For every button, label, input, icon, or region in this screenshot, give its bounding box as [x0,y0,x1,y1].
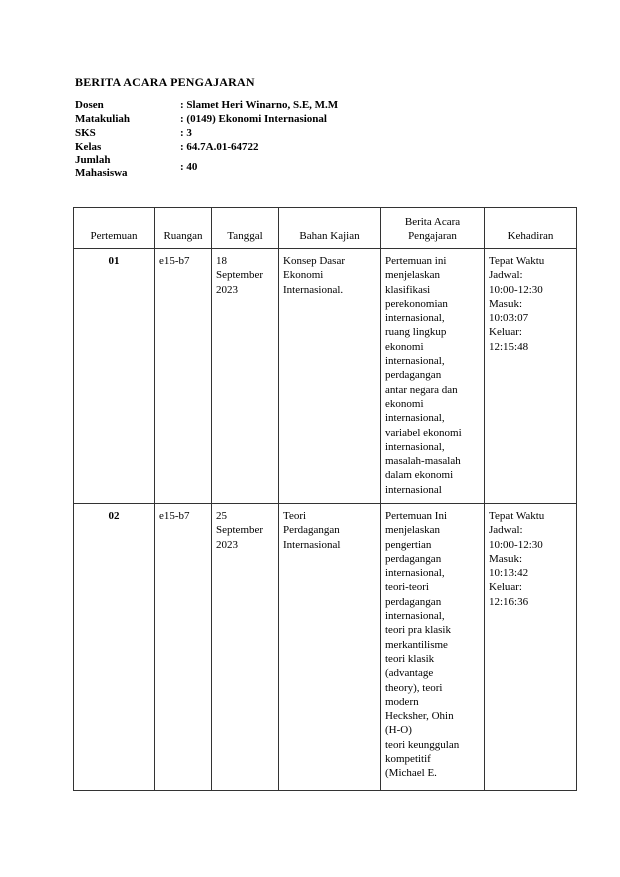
page-title: BERITA ACARA PENGAJARAN [75,75,255,89]
course-info [75,98,338,179]
table-row [74,504,577,791]
cell-tanggal: 18 September 2023 [212,249,279,504]
table-header-row [74,208,577,249]
cell-bahan-kajian: Teori Perdagangan Internasional [279,504,381,791]
matakuliah-value: : (0149) Ekonomi Internasional [180,113,327,125]
kelas-value: : 64.7A.01-64722 [180,141,259,153]
dosen-value: : Slamet Heri Winarno, S.E, M.M [180,99,339,111]
sks-label: SKS [75,127,96,139]
column-header-bahan-kajian: Bahan Kajian [279,208,381,249]
info-row-jumlah [75,154,338,179]
cell-kehadiran: Tepat Waktu Jadwal: 10:00-12:30 Masuk: 10:13:42 Keluar: 12:16:36 [485,504,577,791]
cell-pertemuan: 02 [74,504,155,791]
cell-ruangan: e15-b7 [155,249,212,504]
info-row-dosen [75,98,338,112]
column-header-berita-acara: Berita Acara Pengajaran [381,208,485,249]
table-row [74,249,577,504]
cell-bahan-kajian: Konsep Dasar Ekonomi Internasional. [279,249,381,504]
cell-tanggal: 25 September 2023 [212,504,279,791]
kelas-label: Kelas [75,141,102,153]
info-row-kelas [75,140,338,154]
teaching-log-table [73,207,577,791]
jumlah-mahasiswa-value: : 40 [180,161,198,173]
column-header-kehadiran: Kehadiran [485,208,577,249]
info-row-sks [75,126,338,140]
column-header-ruangan: Ruangan [155,208,212,249]
info-row-matakuliah [75,112,338,126]
cell-kehadiran: Tepat Waktu Jadwal: 10:00-12:30 Masuk: 10:03:07 Keluar: 12:15:48 [485,249,577,504]
matakuliah-label: Matakuliah [75,113,131,125]
column-header-pertemuan: Pertemuan [74,208,155,249]
column-header-tanggal: Tanggal [212,208,279,249]
cell-berita-acara: Pertemuan ini menjelaskan klasifikasi perekonomian internasional, ruang lingkup ekonomi internasional, perdagangan antar negara dan ekonomi internasional, variabel ekonomi internasional, masalah-masalah dalam ekonomi internasional [381,249,485,504]
sks-value: : 3 [180,127,192,139]
cell-berita-acara: Pertemuan Ini menjelaskan pengertian perdagangan internasional, teori-teori perdagangan internasional, teori pra klasik merkantilisme teori klasik (advantage theory), teori modern Hecksher, Ohin (H-O) teori keunggulan kompetitif (Michael E. [381,504,485,791]
cell-pertemuan: 01 [74,249,155,504]
dosen-label: Dosen [75,99,104,111]
cell-ruangan: e15-b7 [155,504,212,791]
jumlah-mahasiswa-label: Jumlah Mahasiswa [75,154,128,179]
